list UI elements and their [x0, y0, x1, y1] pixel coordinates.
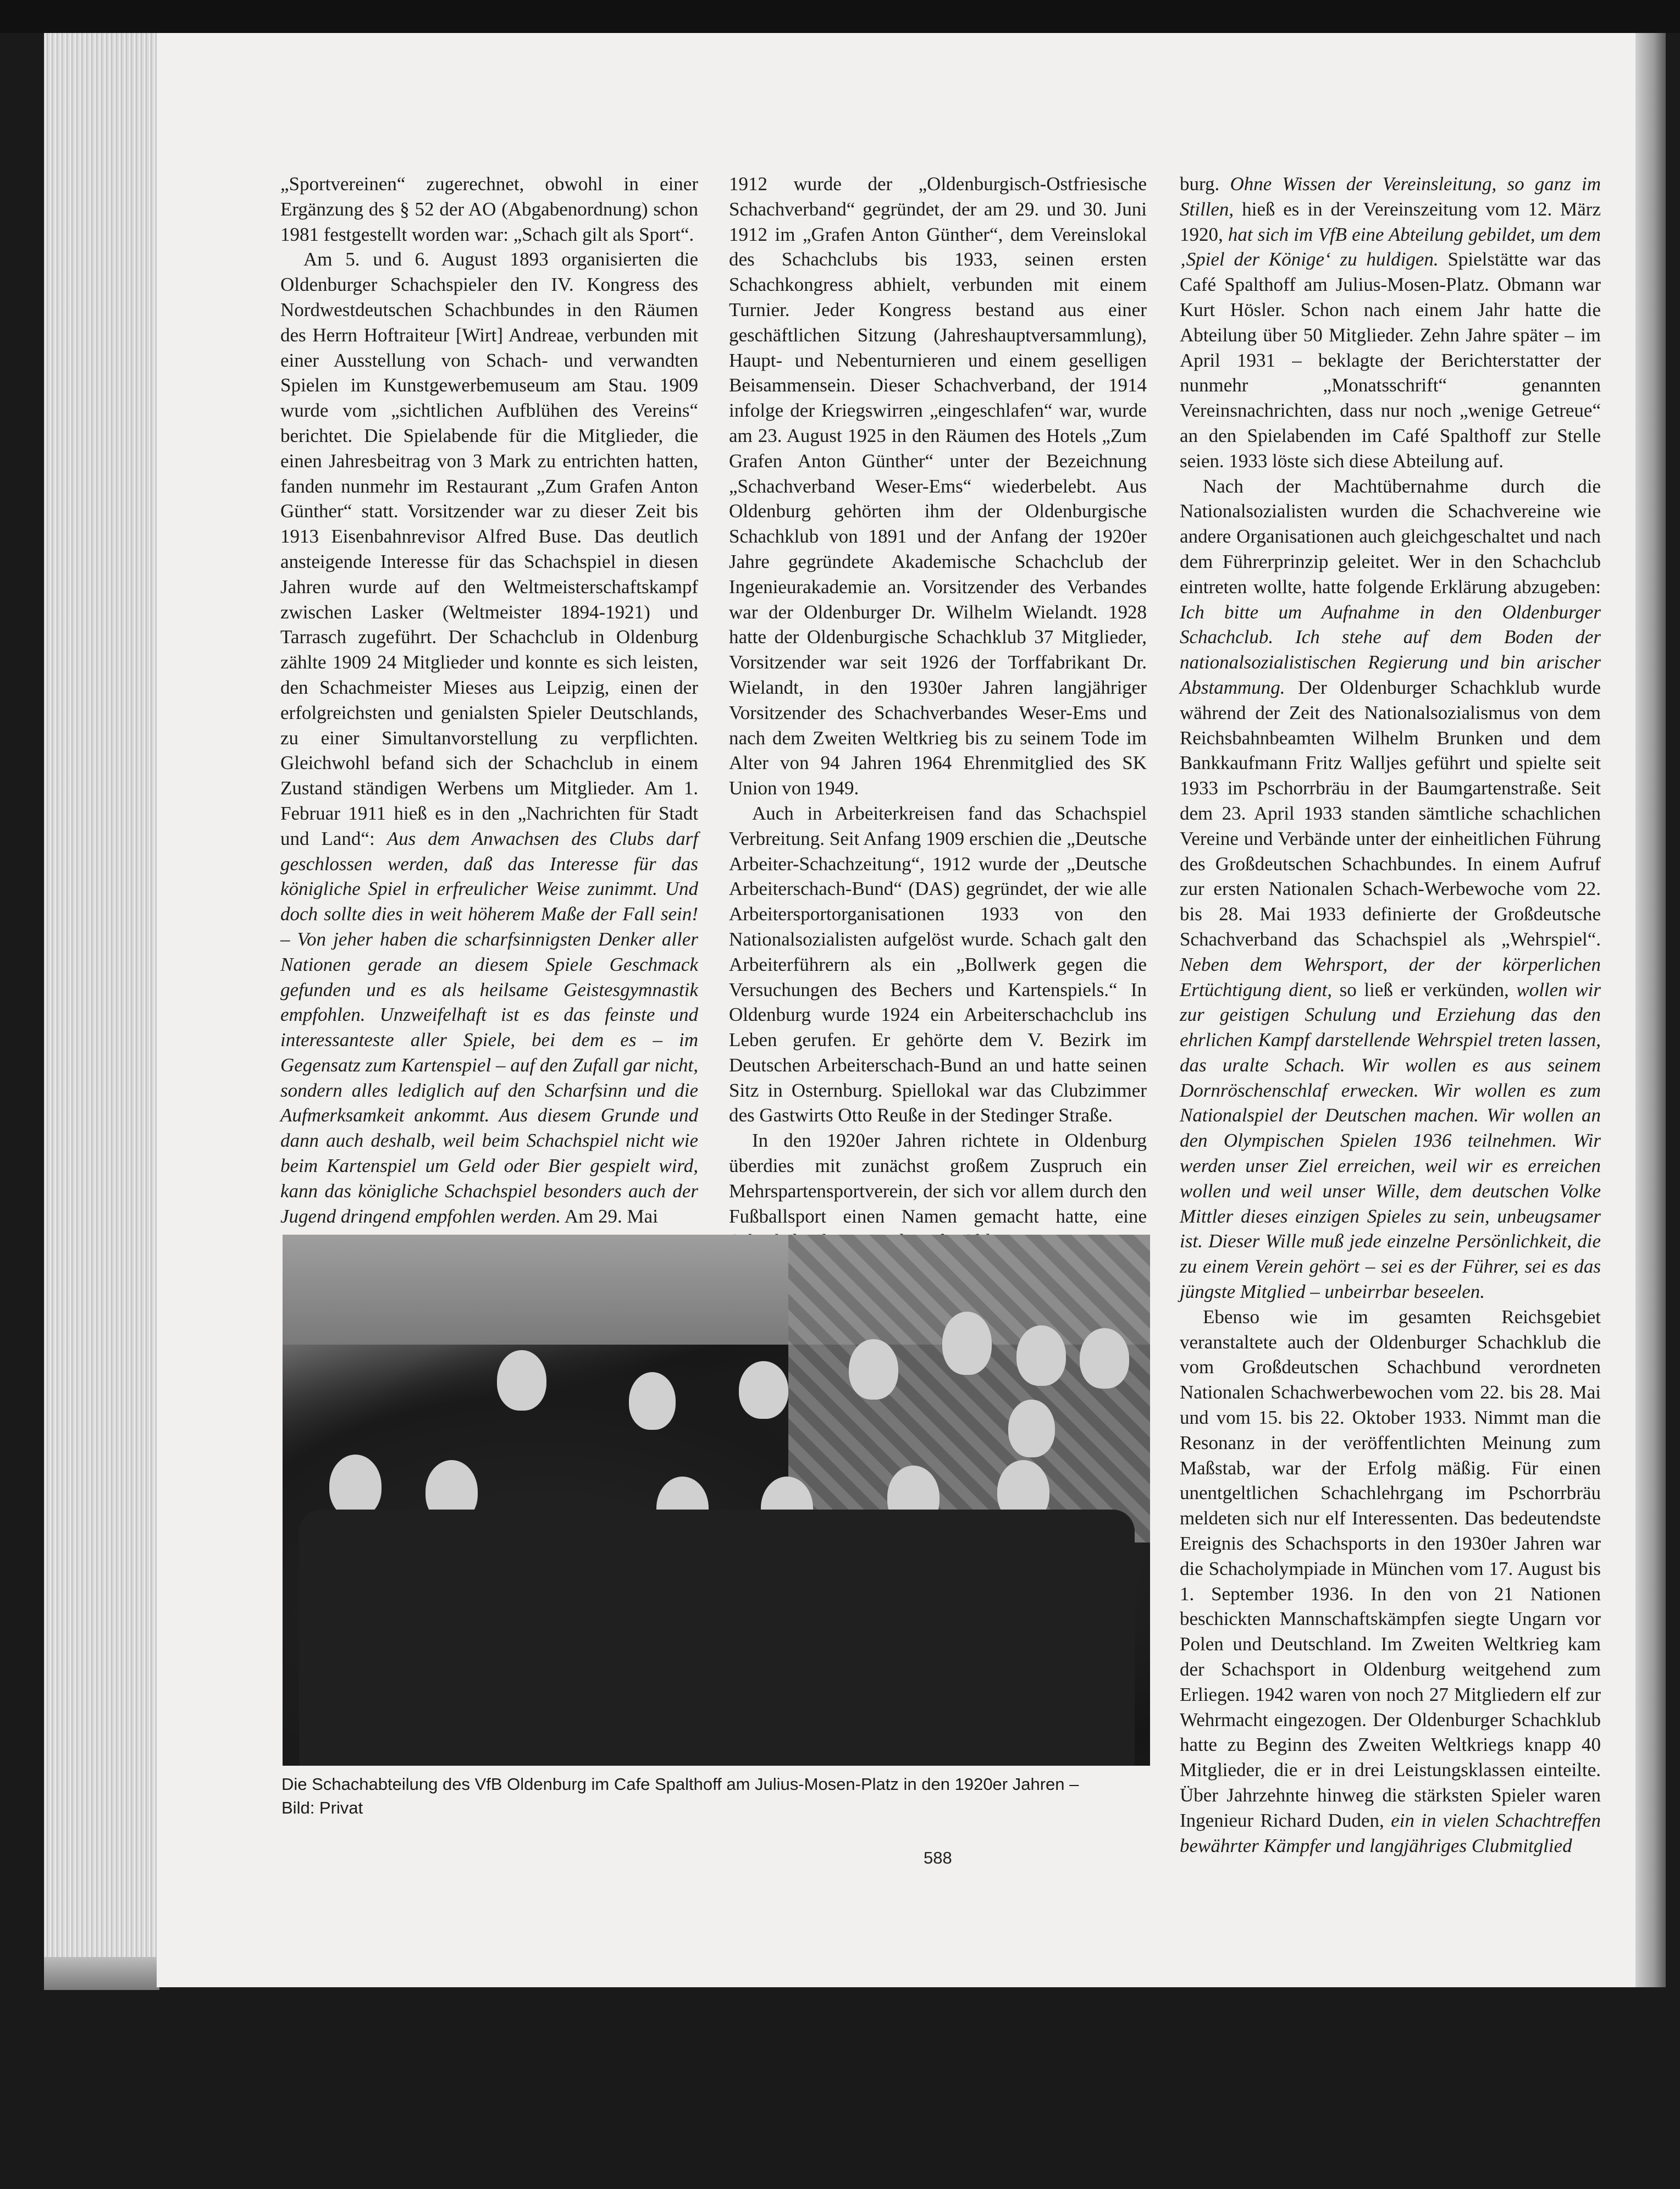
quote: Neben dem Wehrsport, der der körperlichen Ertüchtigung dient, [1180, 953, 1601, 1000]
quote: wollen wir zur geistigen Schulung und Erziehung das den ehrlichen Kampf darstellende Wehrspiel treten lassen, das uralte Schach. Wir wollen es aus seinem Dornröschenschlaf erwecken. Wir wollen es zum Nationalspiel der Deutschen machen. Wir wollen an den Olympischen Spielen 1936 teilnehmen. Wir werden unser Ziel erreichen, weil wir es erreichen wollen und weil unser Wille, dem deutschen Volke Mittler dieses einzigen Spieles zu sein, unbeugsamer ist. Dieser Wille muß jede einzelne Persönlichkeit, die zu einem Verein gehört – sei es der Führer, sei es das jüngste Mitglied – unbeirrbar beseelen. [1180, 979, 1601, 1303]
photo-person [329, 1455, 382, 1518]
text-run: Nach der Machtübernahme durch die Nationalsozialisten wurden die Schachvereine wie andere Organisationen auch gleichgeschaltet und nach dem Führerprinzip geleitet. Wer in den Schachclub eintreten wollte, hatte folgende Erklärung abzugeben: [1180, 475, 1601, 598]
text-run: Am 5. und 6. August 1893 organisierten die Oldenburger Schachspieler den IV. Kongress des Nordwestdeutschen Schachbundes in den Räumen des Herrn Hoftraiteur [Wirt] Andreae, verbunden mit einer Ausstellung von Schach- und verwandten Spielen im Kunstgewerbemuseum am Stau. 1909 wurde vom „sichtlichen Aufblühen des Vereins“ berichtet. Die Spielabende für die Mitglieder, die einen Jahresbeitrag von 3 Mark zu entrichten hatten, fanden nunmehr im Restaurant „Zum Grafen Anton Günther“ statt. Vorsitzender war zu dieser Zeit bis 1913 Eisenbahnrevisor Alfred Buse. Das deutlich ansteigende Interesse für das Schachspiel in diesen Jahren wurde auf den Weltmeisterschaftskampf zwischen Lasker (Weltmeister 1894-1921) und Tarrasch zugeführt. Der Schachclub in Oldenburg zählte 1909 24 Mitglieder und konnte es sich leisten, den Schachmeister Mieses aus Leipzig, einen der erfolgreichsten und genialsten Spieler Deutschlands, zu einer Simultanvorstellung zu verpflichten. Gleichwohl befand sich der Schachclub in einem Zustand ständigen Werbens um Mitglieder. Am 1. Februar 1911 hieß es in den „Nachrichten für Stadt und Land“: [280, 248, 698, 849]
photo-person [629, 1372, 676, 1430]
photo-group-bodies [299, 1510, 1135, 1766]
caption-line: Bild: Privat [281, 1798, 363, 1817]
photo-person [1080, 1328, 1129, 1389]
text-run: hieß es in der Vereinszeitung vom 12. März 1920, [1180, 198, 1601, 245]
book-page-stack [44, 33, 159, 1990]
paragraph: In den 1920er Jahren richtete in Oldenburg überdies mit zunächst großem Zuspruch ein Mehrspartensportverein, der sich vor allem durch den Fußballsport einen Namen gemacht hatte, eine [729, 1130, 1147, 1227]
book-right-edge [1635, 33, 1666, 1987]
page-number: 588 [924, 1848, 952, 1867]
text-run: so ließ er verkünden, [1332, 979, 1517, 1000]
photo-person [849, 1339, 898, 1400]
scanner-top-border [0, 0, 1680, 33]
quote: Aus dem Anwachsen des Clubs darf geschlossen werden, daß das Interesse für das königliche Spiel in erfreulicher Weise zunimmt. Und doch sollte dies in weit höherem Maße der Fall sein! – Von jeher haben die scharfsinnigsten Denker aller Nationen gerade an diesem Spiele Geschmack gefunden und es als heilsame Geistesgymnastik empfohlen. Unzweifelhaft ist es das feinste und interessanteste aller Spiele, bei dem es – im Gegensatz zum Kartenspiel – auf den Zufall gar nicht, sondern alles lediglich auf den Scharfsinn und die Aufmerksamkeit ankommt. Aus diesem Grunde und dann auch deshalb, weil beim Schachspiel nicht wie beim Kartenspiel um Geld oder Bier gespielt wird, kann das königliche Schachspiel besonders auch der Jugend dringend empfohlen werden. [280, 827, 698, 1227]
quote: Ohne Wissen der Vereinsleitung, so ganz im Stillen, [1180, 173, 1601, 220]
text-column-3 [1180, 172, 1601, 2189]
text-run: Spielstätte war das Café Spalthoff am Julius-Mosen-Platz. Obmann war Kurt Hösler. Schon nach einem Jahr hatte die Abteilung über 50 Mitglieder. Zehn Jahre später – im April 1931 – beklagte der Berichterstatter der nunmehr „Monatsschrift“ genannten Vereinsnachrichten, dass nur noch „wenige Getreue“ an den Spielabenden im Café Spalthoff zur Stelle seien. 1933 löste sich diese Abteilung auf. [1180, 248, 1601, 472]
photo-person [1016, 1325, 1066, 1386]
text-column-2 [729, 172, 1147, 1227]
historical-photo [283, 1235, 1150, 1766]
photo-person [739, 1361, 788, 1419]
paragraph: 1912 wurde der „Oldenburgisch-Ostfriesische Schachverband“ gegründet, der am 29. und 30. Juni 1912 im „Grafen Anton Günther“, dem Vereinslokal des Schachclubs bis 1933, seinen ersten Schachkongress abhielt, verbunden mit einem Turnier. Jeder Kongress bestand aus einer geschäftlichen Sitzung (Jahreshauptversammlung), Haupt- und Nebenturnieren und einem geselligen Beisammensein. Dieser Schachverband, der 1914 infolge der Kriegswirren „eingeschlafen“ war, wurde am 23. August 1925 in den Räumen des Hotels „Zum Grafen Anton Günther“ unter der Bezeichnung „Schachverband Weser-Ems“ wiederbelebt. Aus Oldenburg gehörten ihm der Oldenburgische Schachklub von 1891 und der Anfang der 1920er Jahre gegründete Akademische Schachclub der Ingenieurakademie an. Vorsitzender des Verbandes war der Oldenburger Dr. Wilhelm Wielandt. 1928 hatte der Oldenburgische Schachklub 37 Mitglieder, Vorsitzender war seit 1926 der Torffabrikant Dr. Wielandt, in den 1930er Jahren langjähriger Vorsitzender des Schachverbandes Weser-Ems und nach dem Zweiten Weltkrieg bis zu seinem Tode im Alter von 94 Jahren 1964 Ehrenmitglied des SK Union von 1949. [729, 173, 1147, 799]
quote: hat sich im VfB eine Abteilung gebildet, um dem ‚Spiel der Könige‘ zu huldigen. [1180, 223, 1601, 270]
paragraph [1180, 1304, 1601, 1859]
quote: Ich bitte um Aufnahme in den Oldenburger Schachclub. Ich stehe auf dem Boden der nationalsozialistischen Regierung und bin arischer Abstammung. [1180, 601, 1601, 698]
paragraph [280, 247, 698, 1229]
paragraph [1180, 474, 1601, 1304]
book-page-stack-bottom [44, 1957, 159, 1990]
text-run: Ebenso wie im gesamten Reichsgebiet veranstaltete auch der Oldenburger Schachklub die vom Großdeutschen Schachbund verordneten Nationalen Schachwerbewochen vom 22. bis 28. Mai und vom 15. bis 22. Oktober 1933. Nimmt man die Resonanz in der veröffentlichten Meinung zum Maßstab, war der Erfolg mäßig. Für einen unentgeltlichen Schachlehrgang im Pschorrbräu meldeten sich nur elf Interessenten. Das bedeutendste Ereignis des Schachsports in den 1930er Jahren war die Schacholympiade in München vom 17. August bis 1. September 1936. In den von 21 Nationen beschickten Mannschaftskämpfen siegte Ungarn vor Polen und Deutschland. Im Zweiten Weltkrieg kam der Schachsport in Oldenburg weitgehend zum Erliegen. 1942 waren von noch 27 Mitgliedern elf zur Wehrmacht eingezogen. Der Oldenburger Schachklub hatte zu Beginn des Zweiten Weltkriegs knapp 40 Mitglieder, die er in drei Leistungsklassen einteilte. Über Jahrzehnte hinweg die stärksten Spieler waren Ingenieur Richard Duden, [1180, 1306, 1601, 1831]
photo-person [497, 1350, 546, 1411]
photo-person [1008, 1400, 1055, 1457]
text-column-1 [280, 172, 698, 1227]
text-run: burg. [1180, 173, 1230, 195]
paragraph [1180, 172, 1601, 474]
photo-person [942, 1312, 992, 1375]
photo-caption [281, 1772, 1156, 1820]
caption-line: Die Schachabteilung des VfB Oldenburg im Cafe Spalthoff am Julius-Mosen-Platz in den 1920er Jahren – [281, 1775, 1079, 1794]
photo-window [788, 1235, 1150, 1543]
text-run: Der Oldenburger Schachklub wurde während der Zeit des Nationalsozialismus von dem Reichsbahnbeamten Wilhelm Brunken und dem Bankkaufmann Fritz Walljes geführt und spielte seit 1933 im Pschorrbräu in der Baumgartenstraße. Seit dem 23. April 1933 standen sämtliche schachlichen Vereine und Verbände unter der einheitlichen Führung des Großdeutschen Schachbundes. In einem Aufruf zur ersten Nationalen Schach-Werbewoche vom 22. bis 28. Mai 1933 definierte der Großdeutsche Schachverband das Schachspiel als „Wehrspiel“. [1180, 676, 1601, 950]
paragraph: Auch in Arbeiterkreisen fand das Schachspiel Verbreitung. Seit Anfang 1909 erschien die „Deutsche Arbeiter-Schachzeitung“, 1912 wurde der „Deutsche Arbeiterschach-Bund“ (DAS) gegründet, der wie alle Arbeitersportorganisationen 1933 von den Nationalsozialisten aufgelöst wurde. Schach galt den Arbeiterführern als ein „Bollwerk gegen die Versuchungen des Bechers und Kartenspiels.“ In Oldenburg wurde 1924 ein Arbeiterschachclub ins Leben gerufen. Er gehörte dem V. Bezirk im Deutschen Arbeiterschach-Bund an und hatte seinen Sitz in Osternburg. Spiellokal war das Clubzimmer des Gastwirts Otto Reuße in der Stedinger Straße. [729, 802, 1147, 1126]
text-run: Am 29. Mai [560, 1205, 658, 1227]
quote: ein in vielen Schachtreffen bewährter Kämpfer und langjähriges Clubmitglied [1180, 1809, 1601, 1856]
paragraph: „Sportvereinen“ zugerechnet, obwohl in einer Ergänzung des § 52 der AO (Abgabenordnung) schon 1981 festgestellt worden war: „Schach gilt als Sport“. [280, 173, 698, 245]
